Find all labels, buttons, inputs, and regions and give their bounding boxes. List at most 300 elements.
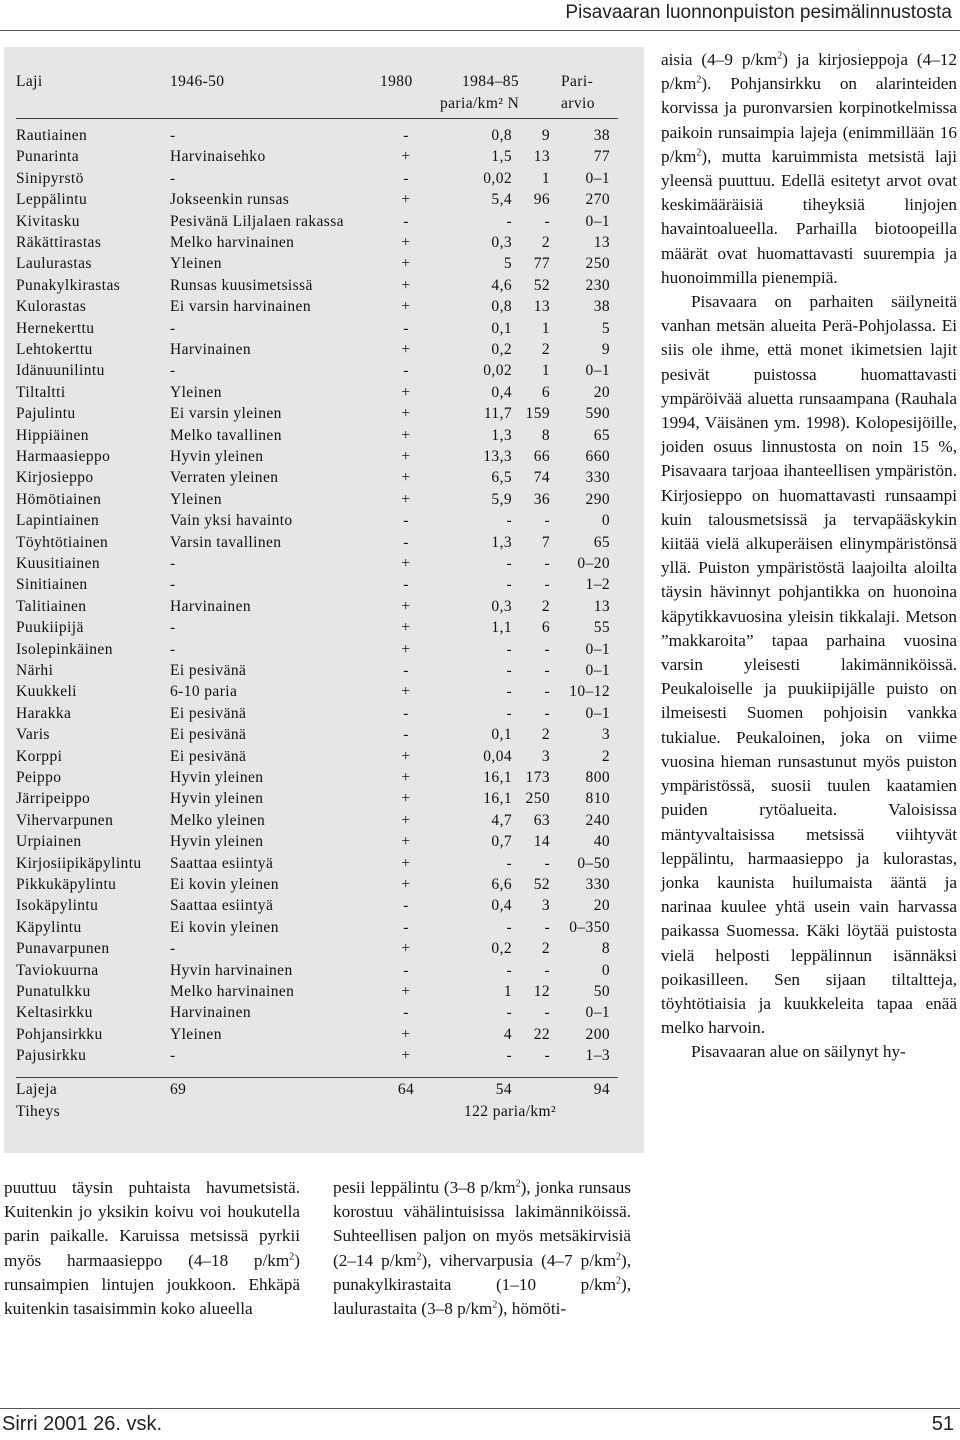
cell-1980: - [403,961,409,979]
header-estimate-1: Pari- [561,73,594,90]
cell-density: - [506,212,512,230]
cell-1946: - [170,1047,176,1065]
cell-n: 1 [541,169,550,187]
cell-estimate: 660 [585,448,610,465]
header-rule [0,30,960,31]
cell-1946: Harvinaisehko [170,148,266,166]
cell-density: 0,3 [491,234,512,251]
table-row [16,403,610,424]
cell-species: Sinitiainen [16,576,88,594]
table-row [16,1045,610,1066]
table-row [16,660,610,681]
cell-n: - [544,640,550,658]
table-row [16,639,610,660]
cell-1946: Hyvin harvinainen [170,961,293,979]
cell-density: 16,1 [483,790,512,808]
cell-density: - [506,704,512,722]
cell-species: Hernekerttu [16,319,95,337]
table-row [16,211,610,232]
cell-1980: - [403,576,409,594]
cell-1980: + [401,940,411,958]
cell-species: Punarinta [16,148,80,166]
cell-species: Leppälintu [16,191,88,209]
cell-density: 0,4 [491,897,512,915]
cell-density: 5,4 [491,191,512,209]
cell-estimate: 0–20 [577,555,610,572]
cell-1980: + [401,597,411,615]
cell-species: Käpylintu [16,918,82,936]
cell-species: Rautiainen [16,127,88,144]
cell-estimate: 290 [585,490,610,508]
cell-1980: + [401,298,411,316]
cell-species: Kivitasku [16,212,80,230]
cell-1980: + [401,469,411,487]
cell-estimate: 0–1 [585,704,610,722]
table-row [16,788,610,809]
cell-species: Keltasirkku [16,1004,93,1022]
cell-estimate: 65 [593,533,610,551]
cell-estimate: 50 [593,983,610,1000]
cell-1980: - [403,319,409,337]
cell-estimate: 0 [601,512,610,530]
cell-1980: + [401,683,411,701]
cell-1980: + [401,1025,411,1043]
table-row [16,339,610,360]
cell-density: 1 [503,983,512,1000]
table-row [16,125,610,146]
header-species: Laji [16,73,43,90]
cell-estimate: 230 [585,276,610,294]
table-row [16,981,610,1002]
cell-1980: - [403,1004,409,1022]
cell-estimate: 13 [593,234,610,251]
cell-density: - [506,662,512,679]
cell-density: - [506,918,512,936]
cell-1946: Saattaa esiintyä [170,854,274,872]
cell-n: 22 [533,1025,550,1043]
cell-species: Laulurastas [16,255,92,273]
cell-species: Punavarpunen [16,940,110,958]
cell-species: Kuusitiainen [16,555,101,572]
table-row [16,467,610,488]
cell-density: 0,7 [491,833,512,851]
cell-1980: + [401,426,411,444]
cell-density: 5,9 [491,490,512,508]
totals-estimate: 94 [593,1081,610,1098]
cell-species: Isokäpylintu [16,897,99,915]
cell-1980: + [401,490,411,508]
cell-density: 4 [503,1025,512,1043]
cell-density: 4,7 [491,811,512,829]
cell-n: 52 [533,276,550,294]
totals-1984: 54 [495,1081,512,1098]
cell-1980: - [403,512,409,530]
cell-estimate: 0–1 [585,662,610,679]
cell-species: Hippiäinen [16,426,89,444]
table-row [16,360,610,381]
cell-n: 14 [533,833,550,851]
cell-1946: Ei pesivänä [170,747,247,765]
cell-species: Taviokuurna [16,961,99,979]
table-row [16,1024,610,1045]
cell-1946: - [170,576,176,594]
cell-1946: Hyvin yleinen [170,833,264,851]
cell-1980: + [401,255,411,273]
cell-n: 2 [541,341,550,358]
cell-1980: + [401,555,411,572]
cell-1980: + [401,640,411,658]
cell-1980: + [401,769,411,786]
cell-1980: + [401,811,411,829]
table-row [16,189,610,210]
totals-1946: 69 [170,1081,187,1098]
cell-1980: - [403,533,409,551]
cell-1946: Ei pesivänä [170,662,247,679]
cell-species: Talitiainen [16,597,87,615]
cell-n: 250 [525,790,550,808]
cell-1980: + [401,405,411,423]
cell-1946: - [170,619,176,637]
cell-estimate: 590 [585,405,610,423]
cell-estimate: 9 [601,341,610,358]
cell-estimate: 55 [593,619,610,637]
cell-estimate: 20 [593,897,610,915]
cell-species: Sinipyrstö [16,169,84,187]
cell-density: 5 [503,255,512,273]
header-1984: 1984–85 [462,73,520,90]
cell-density: 0,02 [483,169,512,187]
cell-species: Korppi [16,747,63,765]
table-row [16,553,610,574]
cell-n: 2 [541,940,550,958]
cell-1946: - [170,127,176,144]
cell-estimate: 10–12 [569,683,610,701]
cell-n: - [544,555,550,572]
cell-density: - [506,1004,512,1022]
cell-species: Lehtokerttu [16,341,93,358]
cell-1946: - [170,940,176,958]
table-row [16,275,610,296]
cell-1980: + [401,854,411,872]
cell-estimate: 0–1 [585,1004,610,1022]
cell-n: 63 [533,811,550,829]
cell-1946: Ei kovin yleinen [170,918,279,936]
table-rule-top [16,118,618,119]
cell-species: Urpiainen [16,833,82,851]
cell-density: 0,3 [491,597,512,615]
cell-1946: Harvinainen [170,597,252,615]
cell-n: 36 [533,490,550,508]
cell-estimate: 20 [593,383,610,401]
table-row [16,232,610,253]
table-row [16,1002,610,1023]
cell-1946: Saattaa esiintyä [170,897,274,915]
cell-density: 0,1 [491,726,512,744]
cell-n: 74 [533,469,550,487]
table-row [16,938,610,959]
cell-n: - [544,512,550,530]
cell-1946: Melko yleinen [170,811,266,829]
cell-1946: - [170,640,176,658]
header-1980: 1980 [380,73,413,90]
cell-species: Puukiipijä [16,619,84,637]
totals-1980: 64 [397,1081,415,1098]
cell-density: 13,3 [483,448,512,465]
footer-rule [0,1408,960,1409]
header-1946: 1946-50 [170,73,225,90]
cell-species: Isolepinkäinen [16,640,113,658]
cell-species: Kuukkeli [16,683,77,701]
cell-density: 0,8 [491,127,512,144]
cell-1946: Ei varsin yleinen [170,405,282,423]
cell-1946: Verraten yleinen [170,469,279,487]
cell-density: - [506,640,512,658]
header-estimate-2: arvio [561,95,595,112]
cell-species: Räkättirastas [16,234,102,251]
cell-density: 11,7 [483,405,512,423]
cell-1946: Melko harvinainen [170,234,295,251]
cell-estimate: 0–1 [585,640,610,658]
cell-1980: + [401,876,411,893]
cell-species: Pajusirkku [16,1047,87,1065]
cell-estimate: 0–50 [577,854,610,872]
cell-n: - [544,662,550,679]
cell-1980: + [401,341,411,358]
cell-1946: Pesivänä Liljalaen rakassa [170,212,344,230]
cell-n: 173 [525,769,550,786]
table-row [16,489,610,510]
cell-species: Varis [16,726,50,744]
cell-n: - [544,683,550,701]
table-row [16,596,610,617]
totals-density-row [16,1101,610,1122]
cell-estimate: 330 [585,876,610,893]
cell-estimate: 810 [585,790,610,808]
cell-n: - [544,961,550,979]
cell-1980: - [403,704,409,722]
cell-density: 6,6 [491,876,512,893]
cell-estimate: 270 [585,191,610,209]
table-row [16,681,610,702]
table-row [16,146,610,167]
cell-density: - [506,961,512,979]
running-head: Pisavaaran luonnonpuiston pesimälinnustosta [565,2,952,23]
text-column-middle: pesii leppälintu (3–8 $p/km^2$), jonka runsaus korostuu vähälintuisissa lakimänniköissä. Suhteellisen paljon on myös metsäkirvisiä (2–14 $p/km^2$), vihervarpusia (4–7 $p/km^2$), punakylkirastaita (1–10 $p/km^2$), laulurastaita (3–8 $p/km^2$), hömöti- [333,1178,631,1319]
cell-n: - [544,1047,550,1065]
cell-n: 13 [533,298,550,316]
cell-estimate: 77 [593,148,610,166]
cell-1980: + [401,983,411,1000]
table-row [16,960,610,981]
species-table [4,47,644,1153]
cell-n: - [544,918,550,936]
cell-density: 1,3 [491,426,512,444]
cell-n: 8 [541,426,550,444]
cell-n: 3 [541,897,550,915]
cell-n: 159 [525,405,550,423]
table-row [16,767,610,788]
cell-estimate: 250 [585,255,610,273]
density-label: Tiheys [16,1103,61,1120]
table-row [16,510,610,531]
cell-species: Vihervarpunen [16,811,114,829]
cell-estimate: 8 [601,940,610,958]
table-row [16,532,610,553]
cell-species: Pajulintu [16,405,76,423]
cell-estimate: 13 [593,597,610,615]
table-row [16,617,610,638]
cell-1946: Varsin tavallinen [170,533,282,551]
cell-1980: - [403,897,409,915]
table-row [16,895,610,916]
cell-species: Kirjosieppo [16,469,94,487]
cell-1980: + [401,790,411,808]
cell-1946: Hyvin yleinen [170,769,264,786]
cell-n: - [544,576,550,594]
cell-1980: + [401,234,411,251]
cell-n: 6 [541,619,550,637]
cell-n: 2 [541,234,550,251]
cell-estimate: 0–350 [569,918,610,936]
cell-1946: Jokseenkin runsas [170,191,290,209]
cell-species: Hömötiainen [16,490,102,508]
cell-estimate: 330 [585,469,610,487]
cell-species: Pohjansirkku [16,1025,103,1043]
table-row [16,810,610,831]
cell-species: Lapintiainen [16,512,100,530]
cell-species: Punakylkirastas [16,276,121,294]
cell-density: 0,8 [491,298,512,316]
cell-1946: Vain yksi havainto [170,512,293,530]
cell-estimate: 0 [601,961,610,979]
cell-n: 96 [533,191,550,209]
cell-estimate: 1–3 [585,1047,610,1065]
cell-1980: + [401,619,411,637]
cell-n: - [544,704,550,722]
cell-estimate: 5 [601,319,610,337]
cell-density: - [506,512,512,530]
cell-species: Tiltaltti [16,383,66,401]
cell-1946: - [170,169,176,187]
table-row [16,703,610,724]
cell-1946: Yleinen [170,383,222,401]
density-value: 122 paria/km² [464,1103,557,1120]
cell-1946: Yleinen [170,255,222,273]
cell-1946: Harvinainen [170,341,252,358]
cell-n: 6 [541,383,550,401]
cell-density: 0,4 [491,383,512,401]
cell-1980: + [401,747,411,765]
cell-1980: - [403,169,409,187]
cell-estimate: 240 [585,811,610,829]
cell-density: 1,3 [491,533,512,551]
cell-density: 0,04 [483,747,512,765]
cell-density: - [506,683,512,701]
cell-1980: - [403,127,409,144]
cell-density: - [506,555,512,572]
cell-n: 66 [533,448,550,465]
cell-n: - [544,854,550,872]
totals-species-row [16,1079,610,1100]
cell-1946: Hyvin yleinen [170,448,264,465]
cell-estimate: 2 [601,747,610,765]
cell-n: 3 [541,747,550,765]
cell-1946: Yleinen [170,490,222,508]
table-row [16,853,610,874]
text-column-right: aisia (4–9 $p/km^2$) ja kirjosieppoja (4–12 $p/km^2$). Pohjansirkku on alarinteiden korvissa ja puronvarsien korpinotkelmissa paikoin runsaimpia lajeja (enimmillään 16 $p/km^2$), mutta karuimmista metsistä laji yleensä puuttuu. Edellä esitetyt arvot ovat keskimääräisiä tiheyksiä linjojen havaintoalueella. Parhailla biotoopeilla määrät ovat huomattavasti suurempia ja huonoimmilla pienempiä. Pisavaara on parhaiten säilyneitä vanhan metsän alueita Perä-Pohjolassa. Ei siis ole ihme, että monet ikimetsien lajit pesivät puistossa huomattavasti ympäröivää aluetta runsaampana (Rauhala 1994, Väisänen ym. 1998). Kolopesijöille, joiden osuus linnustosta on noin 15 %, Pisavaara tarjoaa ihanteellisen ympäristön. Kirjosieppo on huomattavasti runsaampi kuin talousmetsissä ja tervapääskykin kiitää vielä alkuperäisen elinympäristönsä yllä. Puiston ympäristöstä laajoilta aloilta täysin hävinnyt pohjantikka on huonoina käpytikkavuosina yleisin tikkalaji. Metson ”makkaroita” tapaa parhaina vuosina varsin yleisesti lakimänniköissä. Peukaloiselle ja puukiipijälle puisto on ilmeisesti Suomen pohjoisin vankka tukialue. Peukaloinen, joka on viime vuosina hieman runsastunut myös puiston ympäristössä, suosii tuulen kaatamien puiden rytöalueita. Valoisissa mäntyvaltaisissa metsissä viihtyvät leppälintu, harmaasieppo ja kulorastas, jonka kaunista huilumaista ääntä ja narinaa kuulee yhtä usein vain harvassa paikassa Suomessa. Käki löytää puistosta vielä helposti leppälinnun isännäksi poikasilleen. Sen sijaan tiltaltteja, töyhtötiaisia ja kuukkeleita tapaa enää melko harvoin. Pisavaaran alue on säilynyt hy- [661,50,957,1062]
cell-1980: + [401,833,411,851]
cell-n: 52 [533,876,550,893]
table-row [16,382,610,403]
cell-density: 0,1 [491,319,512,337]
cell-estimate: 200 [585,1025,610,1043]
cell-1946: Hyvin yleinen [170,790,264,808]
table-row [16,831,610,852]
cell-density: 1,5 [491,148,512,166]
cell-estimate: 3 [601,726,610,744]
cell-n: 13 [533,148,550,166]
cell-species: Kirjosiipikäpylintu [16,854,142,872]
cell-n: 9 [541,127,550,144]
cell-n: - [544,212,550,230]
table-row [16,168,610,189]
cell-1980: - [403,918,409,936]
cell-1980: + [401,448,411,465]
cell-species: Harakka [16,704,72,722]
cell-estimate: 0–1 [585,169,610,187]
cell-1980: + [401,148,411,166]
cell-n: 7 [541,533,550,551]
cell-density: 1,1 [491,619,512,637]
cell-1946: Harvinainen [170,1004,252,1022]
cell-1946: Melko tavallinen [170,426,282,444]
cell-n: 2 [541,726,550,744]
cell-estimate: 1–2 [585,576,610,594]
cell-species: Punatulkku [16,983,91,1000]
cell-1946: Yleinen [170,1025,222,1043]
cell-n: - [544,1004,550,1022]
table-row [16,574,610,595]
table-row [16,296,610,317]
totals-label: Lajeja [16,1081,58,1098]
cell-species: Peippo [16,769,62,786]
cell-1946: 6-10 paria [170,683,238,701]
cell-1980: - [403,726,409,744]
cell-estimate: 38 [593,298,610,316]
cell-species: Pikkukäpylintu [16,876,117,893]
cell-species: Kulorastas [16,298,87,316]
cell-1980: - [403,362,409,380]
cell-1946: Ei pesivänä [170,726,247,744]
cell-1980: + [401,383,411,401]
cell-1946: - [170,362,176,380]
cell-density: - [506,576,512,594]
header-density: paria/km² N [440,95,520,112]
cell-n: 77 [533,255,550,273]
cell-species: Töyhtötiainen [16,533,109,551]
cell-n: 2 [541,597,550,615]
table-row [16,253,610,274]
table-row [16,746,610,767]
cell-density: - [506,854,512,872]
cell-1946: Runsas kuusimetsissä [170,276,313,294]
cell-1980: + [401,191,411,209]
cell-n: 12 [533,983,550,1000]
cell-density: 6,5 [491,469,512,487]
footer-page-number: 51 [931,1413,954,1435]
table-row [16,917,610,938]
cell-1980: - [403,212,409,230]
